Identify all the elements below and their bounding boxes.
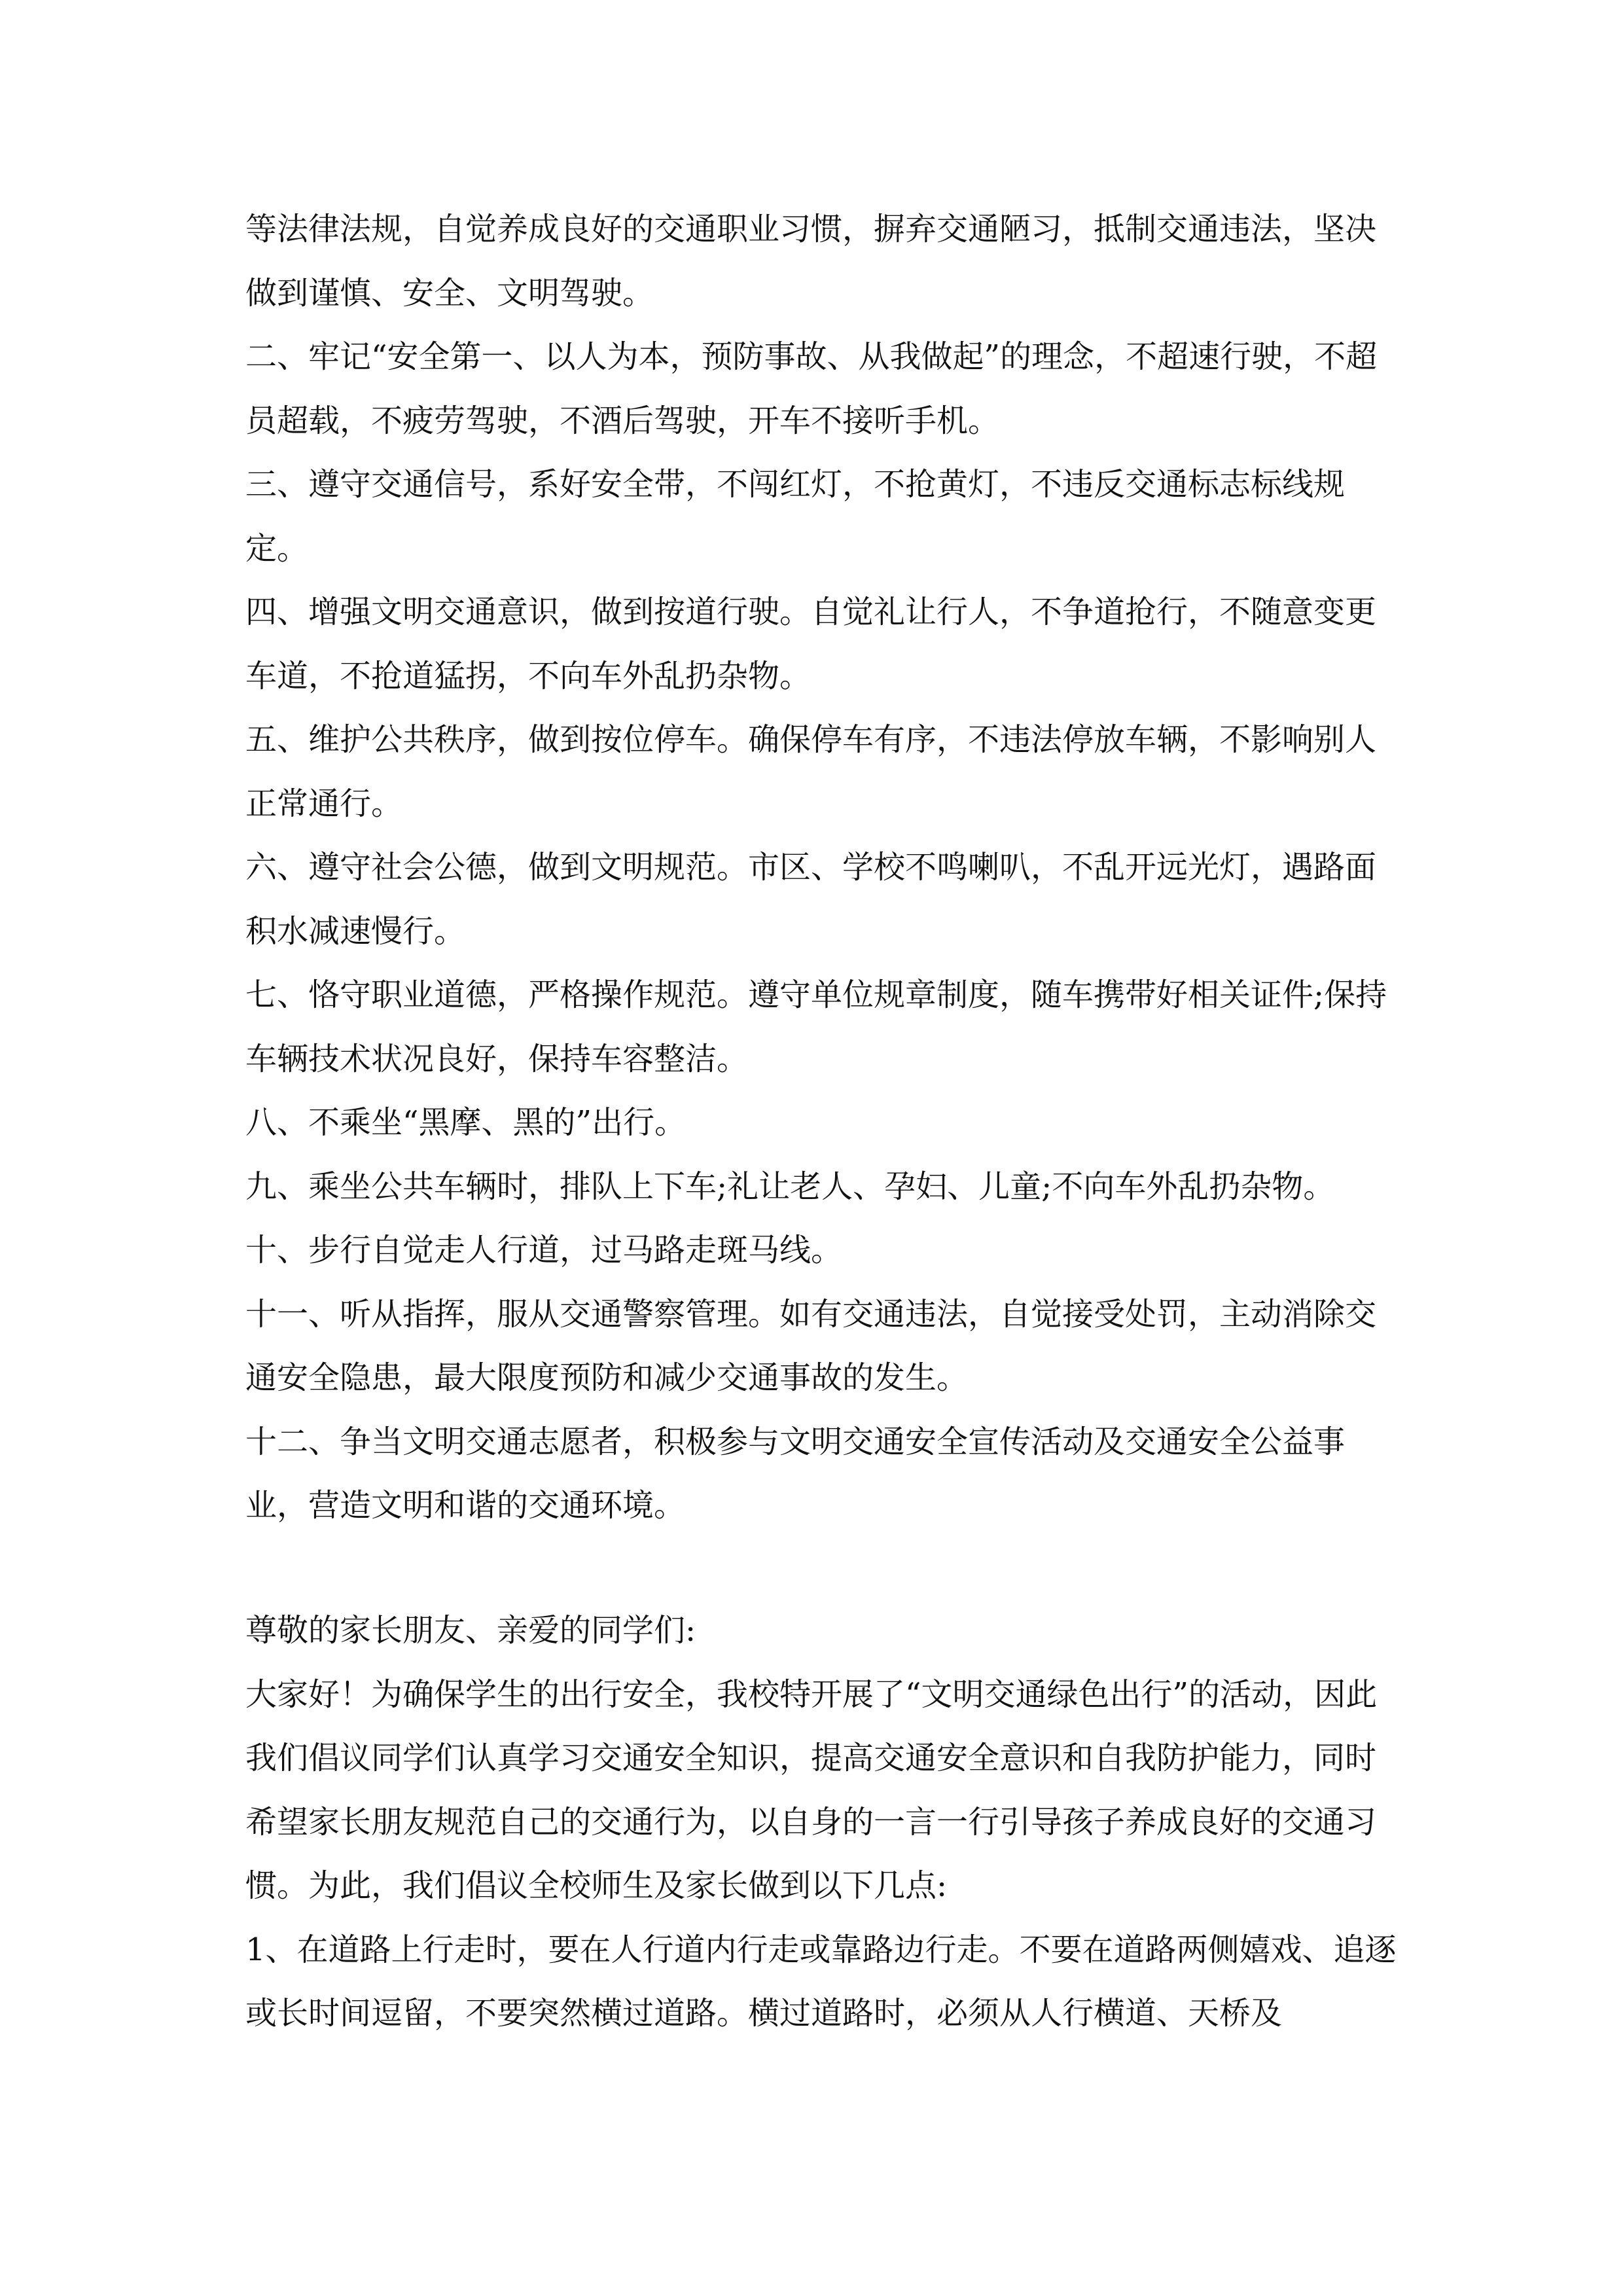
paragraph-intro: 大家好！为确保学生的出行安全，我校特开展了“文明交通绿色出行”的活动，因此我们倡议同学们认真学习交通安全知识，提高交通安全意识和自我防护能力，同时希望家长朋友规范自己的交通行为，以自身的一言一行引导孩子养成良好的交通习惯。为此，我们倡议全校师生及家长做到以下几点:: [245, 1676, 1378, 1904]
paragraph-item-9: 九、乘坐公共车辆时，排队上下车;礼让老人、孕妇、儿童;不向车外乱扔杂物。: [245, 1168, 1335, 1205]
paragraph-item-4: 四、增强文明交通意识，做到按道行驶。自觉礼让行人，不争道抢行，不随意变更车道，不抢道猛拐，不向车外乱扔杂物。: [245, 594, 1377, 694]
paragraph-item-8: 八、不乘坐“黑摩、黑的”出行。: [245, 1104, 687, 1141]
paragraph-item-12: 十二、争当文明交通志愿者，积极参与文明交通安全宣传活动及交通安全公益事业，营造文明和谐的交通环境。: [245, 1423, 1346, 1524]
paragraph-item-11: 十一、听从指挥，服从交通警察管理。如有交通违法，自觉接受处罚，主动消除交通安全隐患，最大限度预防和减少交通事故的发生。: [245, 1295, 1377, 1396]
paragraph-law-habits: 等法律法规，自觉养成良好的交通职业习惯，摒弃交通陋习，抵制交通违法，坚决做到谨慎、安全、文明驾驶。: [245, 211, 1377, 312]
paragraph-item-5: 五、维护公共秩序，做到按位停车。确保停车有序，不违法停放车辆，不影响别人正常通行。: [245, 721, 1377, 822]
paragraph-item-3: 三、遵守交通信号，系好安全带，不闯红灯，不抢黄灯，不违反交通标志标线规定。: [245, 466, 1346, 567]
paragraph-item-2: 二、牢记“安全第一、以人为本，预防事故、从我做起”的理念，不超速行驶，不超员超载，不疲劳驾驶，不酒后驾驶，开车不接听手机。: [245, 338, 1378, 439]
paragraph-item-6: 六、遵守社会公德，做到文明规范。市区、学校不鸣喇叭，不乱开远光灯，遇路面积水减速慢行。: [245, 849, 1377, 950]
paragraph-point-1: 1、在道路上行走时，要在人行道内行走或靠路边行走。不要在道路两侧嬉戏、追逐或长时间逗留，不要突然横过道路。横过道路时，必须从人行横道、天桥及: [245, 1931, 1397, 2032]
paragraph-item-10: 十、步行自觉走人行道，过马路走斑马线。: [245, 1232, 843, 1268]
pledge-section: [245, 198, 1397, 1538]
salutation: 尊敬的家长朋友、亲爱的同学们:: [245, 1612, 696, 1649]
proposal-section: [245, 1599, 1397, 2046]
paragraph-item-7: 七、恪守职业道德，严格操作规范。遵守单位规章制度，随车携带好相关证件;保持车辆技术状况良好，保持车容整洁。: [245, 977, 1387, 1077]
